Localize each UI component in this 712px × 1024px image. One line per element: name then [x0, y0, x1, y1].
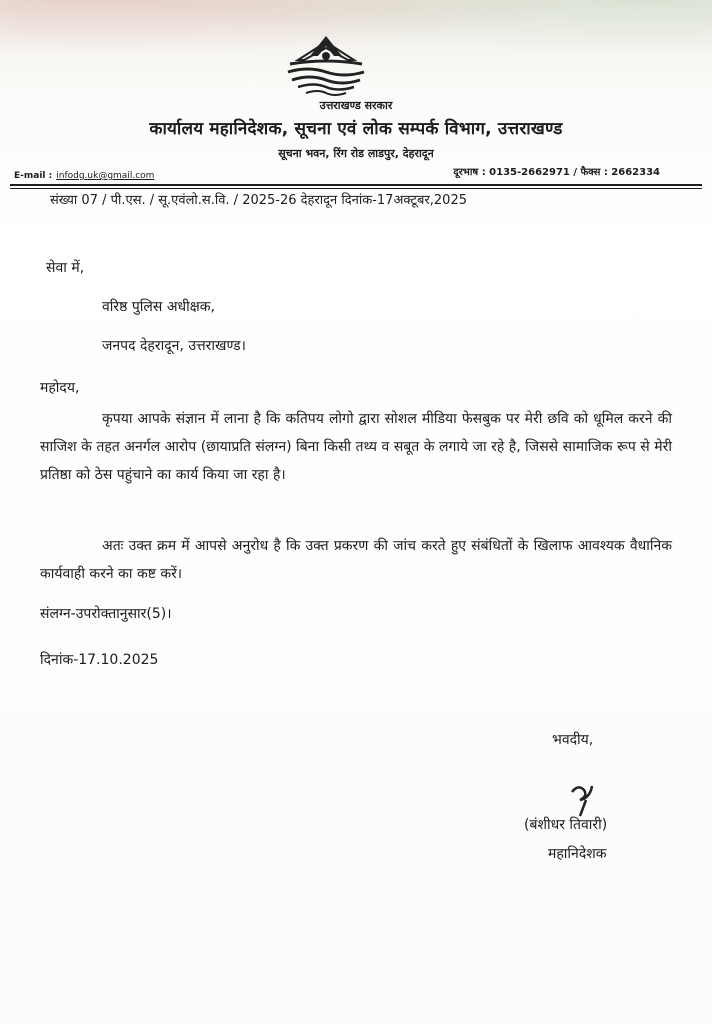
- body-paragraph-1: कृपया आपके संज्ञान में लाना है कि कतिपय लोगो द्वारा सोशल मीडिया फेसबुक पर मेरी छवि को धूमिल करने की साजिश के तहत अनर्गल आरोप (छायाप्रति संलग्न) बिना किसी तथ्य व सबूत के लगाये जा रहे है, जिससे सामाजिक रूप से मेरी प्रतिष्ठा को ठेस पहुंचाने का कार्य किया जा रहा है।: [40, 411, 672, 483]
- email-label: E-mail :: [14, 171, 53, 181]
- signatory-designation: महानिदेशक: [548, 846, 607, 862]
- uttarakhand-emblem-icon: [284, 34, 368, 96]
- body-paragraph-2: अतः उक्त क्रम में आपसे अनुरोध है कि उक्त प्रकरण की जांच करते हुए संबंधितों के खिलाफ आवश्यक वैधानिक कार्यवाही करने का कष्ट करें।: [40, 538, 672, 582]
- phone-fax: दूरभाष : 0135-2662971 / फैक्स : 2662334: [453, 167, 660, 178]
- office-title: कार्यालय महानिदेशक, सूचना एवं लोक सम्पर्क विभाग, उत्तराखण्ड: [149, 119, 563, 139]
- recipient-line-2: जनपद देहरादून, उत्तराखण्ड।: [102, 338, 246, 354]
- closing: भवदीय,: [552, 732, 594, 748]
- greeting: महोदय,: [40, 380, 80, 396]
- signature-mark: [566, 782, 598, 818]
- email-line: [14, 171, 154, 181]
- government-name: उत्तराखण्ड सरकार: [319, 99, 393, 112]
- signatory-name: (बंशीधर तिवारी): [524, 817, 608, 833]
- header-divider: [10, 184, 702, 186]
- header-divider-thin: [10, 188, 702, 189]
- letter-date: दिनांक-17.10.2025: [40, 652, 159, 668]
- salutation-to: सेवा में,: [46, 260, 85, 276]
- recipient-line-1: वरिष्ठ पुलिस अधीक्षक,: [102, 299, 215, 315]
- office-address: सूचना भवन, रिंग रोड लाडपुर, देहरादून: [278, 147, 434, 160]
- reference-number: संख्या 07 / पी.एस. / सू.एवंलो.स.वि. / 2025-26 देहरादून दिनांक-17अक्टूबर,2025: [50, 193, 467, 208]
- email-value: infodg.uk@gmail.com: [56, 171, 155, 181]
- enclosure-note: संलग्न-उपरोक्तानुसार(5)।: [40, 606, 172, 622]
